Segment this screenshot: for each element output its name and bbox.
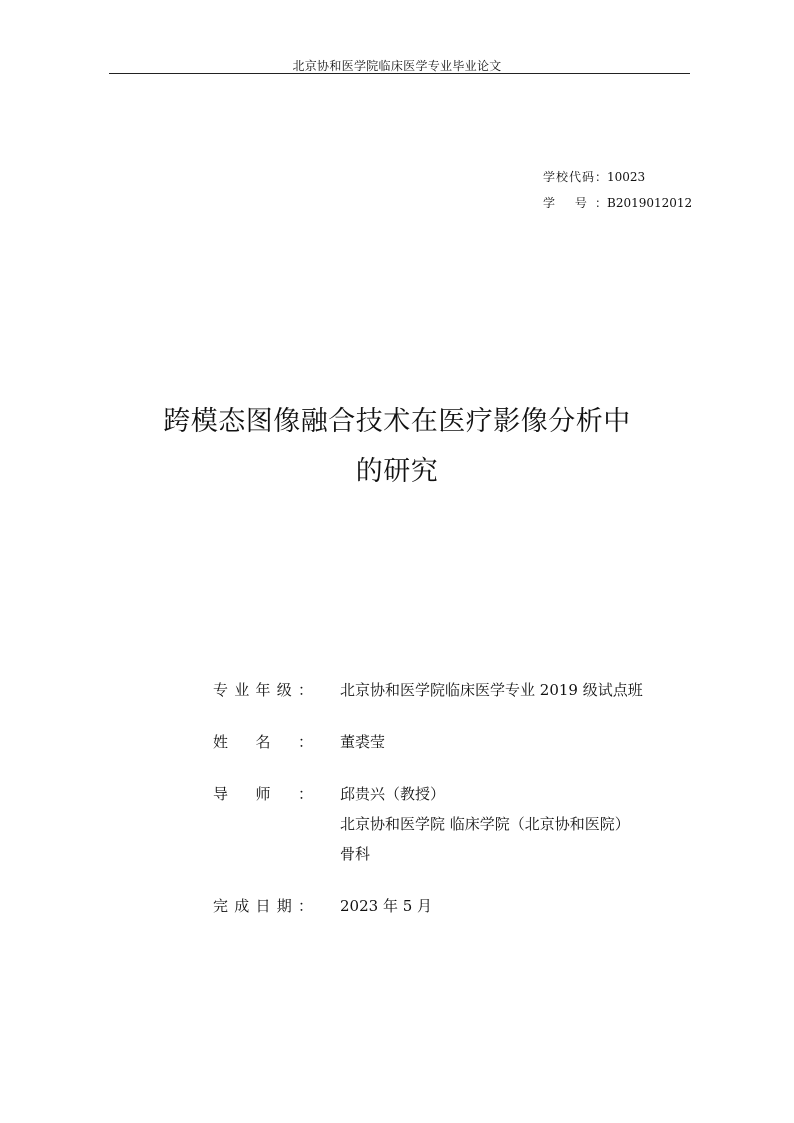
major-value: 北京协和医学院临床医学专业 2019 级试点班 xyxy=(340,681,643,699)
school-meta xyxy=(543,164,692,216)
thesis-info xyxy=(213,675,643,943)
name-label: 姓名： xyxy=(213,733,313,751)
advisor-row xyxy=(213,779,643,869)
major-row xyxy=(213,675,643,705)
major-label: 专业年级： xyxy=(213,681,313,699)
student-id-row xyxy=(543,190,692,216)
student-id-value: B2019012012 xyxy=(607,196,693,210)
school-code-label: 学校代码： xyxy=(543,170,607,184)
date-value: 2023 年 5 月 xyxy=(340,897,433,915)
thesis-title-line-2: 的研究 xyxy=(355,456,439,487)
date-row xyxy=(213,891,643,921)
running-header: 北京协和医学院临床医学专业毕业论文 xyxy=(292,59,502,73)
advisor-label: 导师： xyxy=(213,785,313,803)
school-code-value: 10023 xyxy=(607,170,646,184)
advisor-department: 骨科 xyxy=(340,845,371,863)
name-row xyxy=(213,727,643,757)
thesis-title-line-1: 跨模态图像融合技术在医疗影像分析中 xyxy=(163,406,631,437)
advisor-name: 邱贵兴（教授） xyxy=(340,785,446,803)
thesis-title xyxy=(0,397,794,497)
student-id-label: 学 号： xyxy=(543,196,607,210)
header-divider xyxy=(109,73,690,74)
school-code-row xyxy=(543,164,692,190)
date-label: 完成日期： xyxy=(213,897,313,915)
name-value: 董裘莹 xyxy=(340,733,386,751)
advisor-affiliation: 北京协和医学院 临床学院（北京协和医院） xyxy=(340,815,630,833)
